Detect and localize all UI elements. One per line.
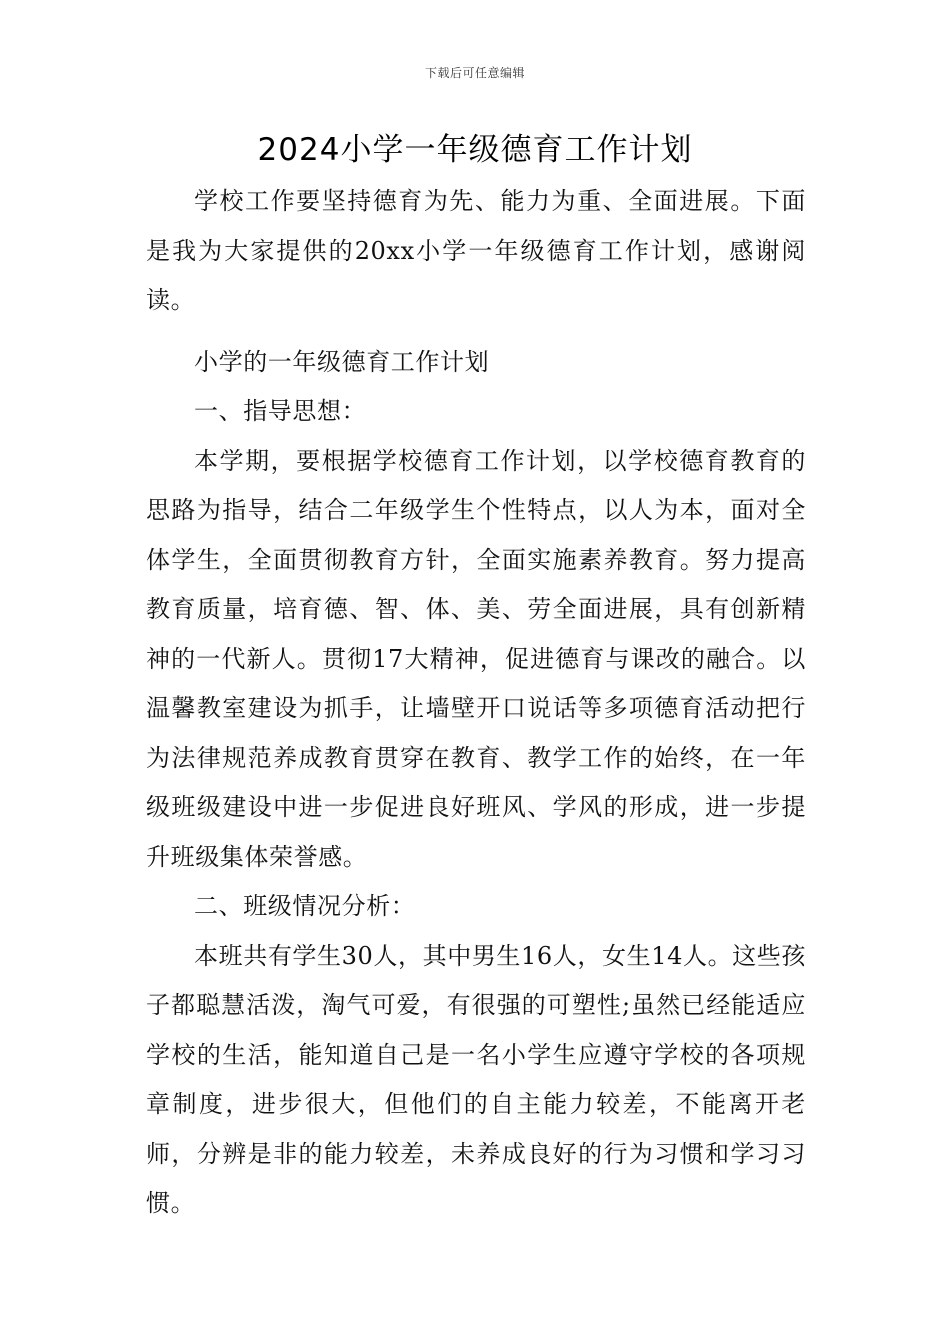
intro-paragraph: 学校工作要坚持德育为先、能力为重、全面进展。下面是我为大家提供的20xx小学一年级德育工作计划，感谢阅读。 — [146, 187, 806, 314]
class-analysis-paragraph: 本班共有学生30人，其中男生16人，女生14人。这些孩子都聪慧活泼，淘气可爱，有很强的可塑性;虽然已经能适应学校的生活，能知道自己是一名小学生应遵守学校的各项规章制度，进步很大，但他们的自主能力较差，不能离开老师，分辨是非的能力较差，未养成良好的行为习惯和学习习惯。 — [146, 941, 806, 1217]
page-header-note: 下载后可任意编辑 — [424, 66, 525, 80]
section-heading-guiding-thought: 一、指导思想： — [194, 397, 367, 425]
document-body — [146, 177, 806, 1229]
guiding-thought-paragraph: 本学期，要根据学校德育工作计划，以学校德育教育的思路为指导，结合二年级学生个性特点，以人为本，面对全体学生，全面贯彻教育方针，全面实施素养教育。努力提高教育质量，培育德、智、体、美、劳全面进展，具有创新精神的一代新人。贯彻17大精神，促进德育与课改的融合。以温馨教室建设为抓手，让墙壁开口说话等多项德育活动把行为法律规范养成教育贯穿在教育、教学工作的始终，在一年级班级建设中进一步促进良好班风、学风的形成，进一步提升班级集体荣誉感。 — [146, 446, 806, 871]
plan-subtitle: 小学的一年级德育工作计划 — [194, 347, 490, 376]
document-title: 2024小学一年级德育工作计划 — [257, 132, 693, 168]
section-heading-class-analysis: 二、班级情况分析： — [194, 892, 416, 920]
